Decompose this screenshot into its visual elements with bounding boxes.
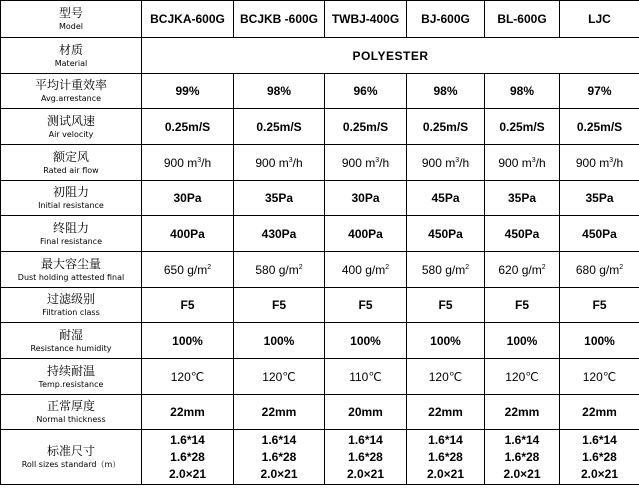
roll-sizes-cell: 1.6*14 1.6*28 2.0×21 bbox=[560, 430, 639, 485]
humidity-cell: 100% bbox=[485, 323, 560, 359]
row-label-dust-holding bbox=[1, 252, 142, 288]
label-zh: 额定风 bbox=[52, 149, 89, 164]
final-resistance-cell: 430Pa bbox=[234, 216, 325, 252]
label-zh: 过滤级别 bbox=[46, 292, 95, 306]
roll-sizes-cell: 1.6*14 1.6*28 2.0×21 bbox=[325, 430, 407, 485]
row-label-rated-air-flow bbox=[1, 145, 142, 181]
row-label-temp-resistance bbox=[1, 359, 142, 395]
table-row bbox=[1, 323, 639, 359]
table-row bbox=[1, 395, 639, 430]
label-en: Model bbox=[58, 22, 84, 31]
table-row bbox=[1, 109, 639, 145]
initial-resistance-cell: 35Pa bbox=[485, 181, 560, 216]
label-zh: 最大容尘量 bbox=[40, 256, 101, 271]
thickness-cell: 22mm bbox=[485, 395, 560, 430]
temp-resistance-cell: 120℃ bbox=[234, 359, 325, 395]
dust-holding-cell: 400 $g/m^2$ bbox=[325, 252, 407, 288]
thickness-cell: 22mm bbox=[142, 395, 234, 430]
model-header: BCJKA-600G bbox=[142, 1, 234, 38]
rated-air-flow-cell: 900 $m^3/h$ bbox=[325, 145, 407, 181]
humidity-cell: 100% bbox=[142, 323, 234, 359]
humidity-cell: 100% bbox=[234, 323, 325, 359]
label-zh: 耐湿 bbox=[58, 327, 83, 342]
model-header: BCJKB -600G bbox=[234, 1, 325, 38]
table-row bbox=[1, 145, 639, 181]
humidity-cell: 100% bbox=[325, 323, 407, 359]
air-velocity-cell: 0.25m/S bbox=[142, 109, 234, 145]
row-label-initial-resistance bbox=[1, 181, 142, 216]
thickness-cell: 22mm bbox=[407, 395, 485, 430]
table-row bbox=[1, 430, 639, 485]
air-velocity-cell: 0.25m/S bbox=[325, 109, 407, 145]
label-en: Temp.resistance bbox=[38, 379, 104, 389]
air-velocity-cell: 0.25m/S bbox=[407, 109, 485, 145]
label-zh: 正常厚度 bbox=[46, 399, 95, 413]
label-zh: 测试风速 bbox=[46, 113, 95, 128]
final-resistance-cell: 400Pa bbox=[142, 216, 234, 252]
filtration-class-cell: F5 bbox=[234, 288, 325, 323]
dust-holding-cell: 650 $g/m^2$ bbox=[142, 252, 234, 288]
label-zh: 材质 bbox=[58, 42, 83, 57]
label-en: Avg.arrestance bbox=[40, 94, 102, 103]
row-label-thickness bbox=[1, 395, 142, 430]
label-en: Dust holding attested final bbox=[17, 272, 125, 282]
row-label-arrestance bbox=[1, 74, 142, 109]
initial-resistance-cell: 35Pa bbox=[234, 181, 325, 216]
temp-resistance-cell: 110℃ bbox=[325, 359, 407, 395]
final-resistance-cell: 400Pa bbox=[325, 216, 407, 252]
header-row bbox=[1, 1, 639, 38]
thickness-cell: 22mm bbox=[560, 395, 639, 430]
filtration-class-cell: F5 bbox=[560, 288, 639, 323]
air-velocity-cell: 0.25m/S bbox=[560, 109, 639, 145]
arrestance-cell: 96% bbox=[325, 74, 407, 109]
model-header: BJ-600G bbox=[407, 1, 485, 38]
temp-resistance-cell: 120℃ bbox=[560, 359, 639, 395]
label-zh: 初阻力 bbox=[52, 185, 89, 199]
label-zh: 平均计重效率 bbox=[34, 78, 107, 92]
rated-air-flow-cell: 900 $m^3/h$ bbox=[560, 145, 639, 181]
filtration-class-cell: F5 bbox=[325, 288, 407, 323]
final-resistance-cell: 450Pa bbox=[407, 216, 485, 252]
arrestance-cell: 97% bbox=[560, 74, 639, 109]
initial-resistance-cell: 30Pa bbox=[142, 181, 234, 216]
label-en: Roll sizes standard（m） bbox=[21, 460, 121, 469]
label-en: Normal thickness bbox=[36, 415, 106, 424]
label-en: Material bbox=[54, 58, 88, 68]
dust-holding-cell: 580 $g/m^2$ bbox=[407, 252, 485, 288]
table-row bbox=[1, 74, 639, 109]
label-en: Resistance humidity bbox=[30, 343, 112, 353]
row-label-filtration-class bbox=[1, 288, 142, 323]
arrestance-cell: 98% bbox=[407, 74, 485, 109]
label-zh: 终阻力 bbox=[52, 220, 89, 235]
table-row bbox=[1, 216, 639, 252]
label-en: Filtration class bbox=[42, 308, 100, 317]
thickness-cell: 20mm bbox=[325, 395, 407, 430]
row-label-humidity bbox=[1, 323, 142, 359]
dust-holding-cell: 620 $g/m^2$ bbox=[485, 252, 560, 288]
arrestance-cell: 99% bbox=[142, 74, 234, 109]
table-row bbox=[1, 359, 639, 395]
model-header: TWBJ-400G bbox=[325, 1, 407, 38]
temp-resistance-cell: 120℃ bbox=[407, 359, 485, 395]
humidity-cell: 100% bbox=[407, 323, 485, 359]
roll-sizes-cell: 1.6*14 1.6*28 2.0×21 bbox=[142, 430, 234, 485]
rated-air-flow-cell: 900 $m^3/h$ bbox=[407, 145, 485, 181]
label-en: Air velocity bbox=[48, 129, 94, 139]
initial-resistance-cell: 30Pa bbox=[325, 181, 407, 216]
final-resistance-cell: 450Pa bbox=[560, 216, 639, 252]
air-velocity-cell: 0.25m/S bbox=[234, 109, 325, 145]
table-row bbox=[1, 288, 639, 323]
initial-resistance-cell: 45Pa bbox=[407, 181, 485, 216]
dust-holding-cell: 680 $g/m^2$ bbox=[560, 252, 639, 288]
humidity-cell: 100% bbox=[560, 323, 639, 359]
label-en: Rated air flow bbox=[43, 165, 99, 175]
rated-air-flow-cell: 900 $m^3/h$ bbox=[142, 145, 234, 181]
filtration-class-cell: F5 bbox=[407, 288, 485, 323]
table-row bbox=[1, 252, 639, 288]
label-zh: 标准尺寸 bbox=[46, 444, 95, 458]
arrestance-cell: 98% bbox=[485, 74, 560, 109]
row-label-material bbox=[1, 38, 142, 74]
arrestance-cell: 98% bbox=[234, 74, 325, 109]
model-header: BL-600G bbox=[485, 1, 560, 38]
rated-air-flow-cell: 900 $m^3/h$ bbox=[485, 145, 560, 181]
air-velocity-cell: 0.25m/S bbox=[485, 109, 560, 145]
filtration-class-cell: F5 bbox=[485, 288, 560, 323]
table-row bbox=[1, 181, 639, 216]
label-en: Initial resistance bbox=[38, 201, 104, 210]
row-label-model bbox=[1, 1, 142, 38]
dust-holding-cell: 580 $g/m^2$ bbox=[234, 252, 325, 288]
final-resistance-cell: 450Pa bbox=[485, 216, 560, 252]
label-en: Final resistance bbox=[39, 236, 102, 246]
thickness-cell: 22mm bbox=[234, 395, 325, 430]
row-label-final-resistance bbox=[1, 216, 142, 252]
filtration-class-cell: F5 bbox=[142, 288, 234, 323]
roll-sizes-cell: 1.6*14 1.6*28 2.0×21 bbox=[485, 430, 560, 485]
row-label-air-velocity bbox=[1, 109, 142, 145]
temp-resistance-cell: 120℃ bbox=[485, 359, 560, 395]
roll-sizes-cell: 1.6*14 1.6*28 2.0×21 bbox=[234, 430, 325, 485]
table-row bbox=[1, 38, 639, 74]
initial-resistance-cell: 35Pa bbox=[560, 181, 639, 216]
model-header: LJC bbox=[560, 1, 639, 38]
row-label-roll-sizes bbox=[1, 430, 142, 485]
temp-resistance-cell: 120℃ bbox=[142, 359, 234, 395]
rated-air-flow-cell: 900 $m^3/h$ bbox=[234, 145, 325, 181]
material-value: POLYESTER bbox=[142, 38, 639, 74]
label-zh: 型号 bbox=[58, 6, 83, 20]
label-zh: 持续耐温 bbox=[46, 363, 95, 378]
roll-sizes-cell: 1.6*14 1.6*28 2.0×21 bbox=[407, 430, 485, 485]
